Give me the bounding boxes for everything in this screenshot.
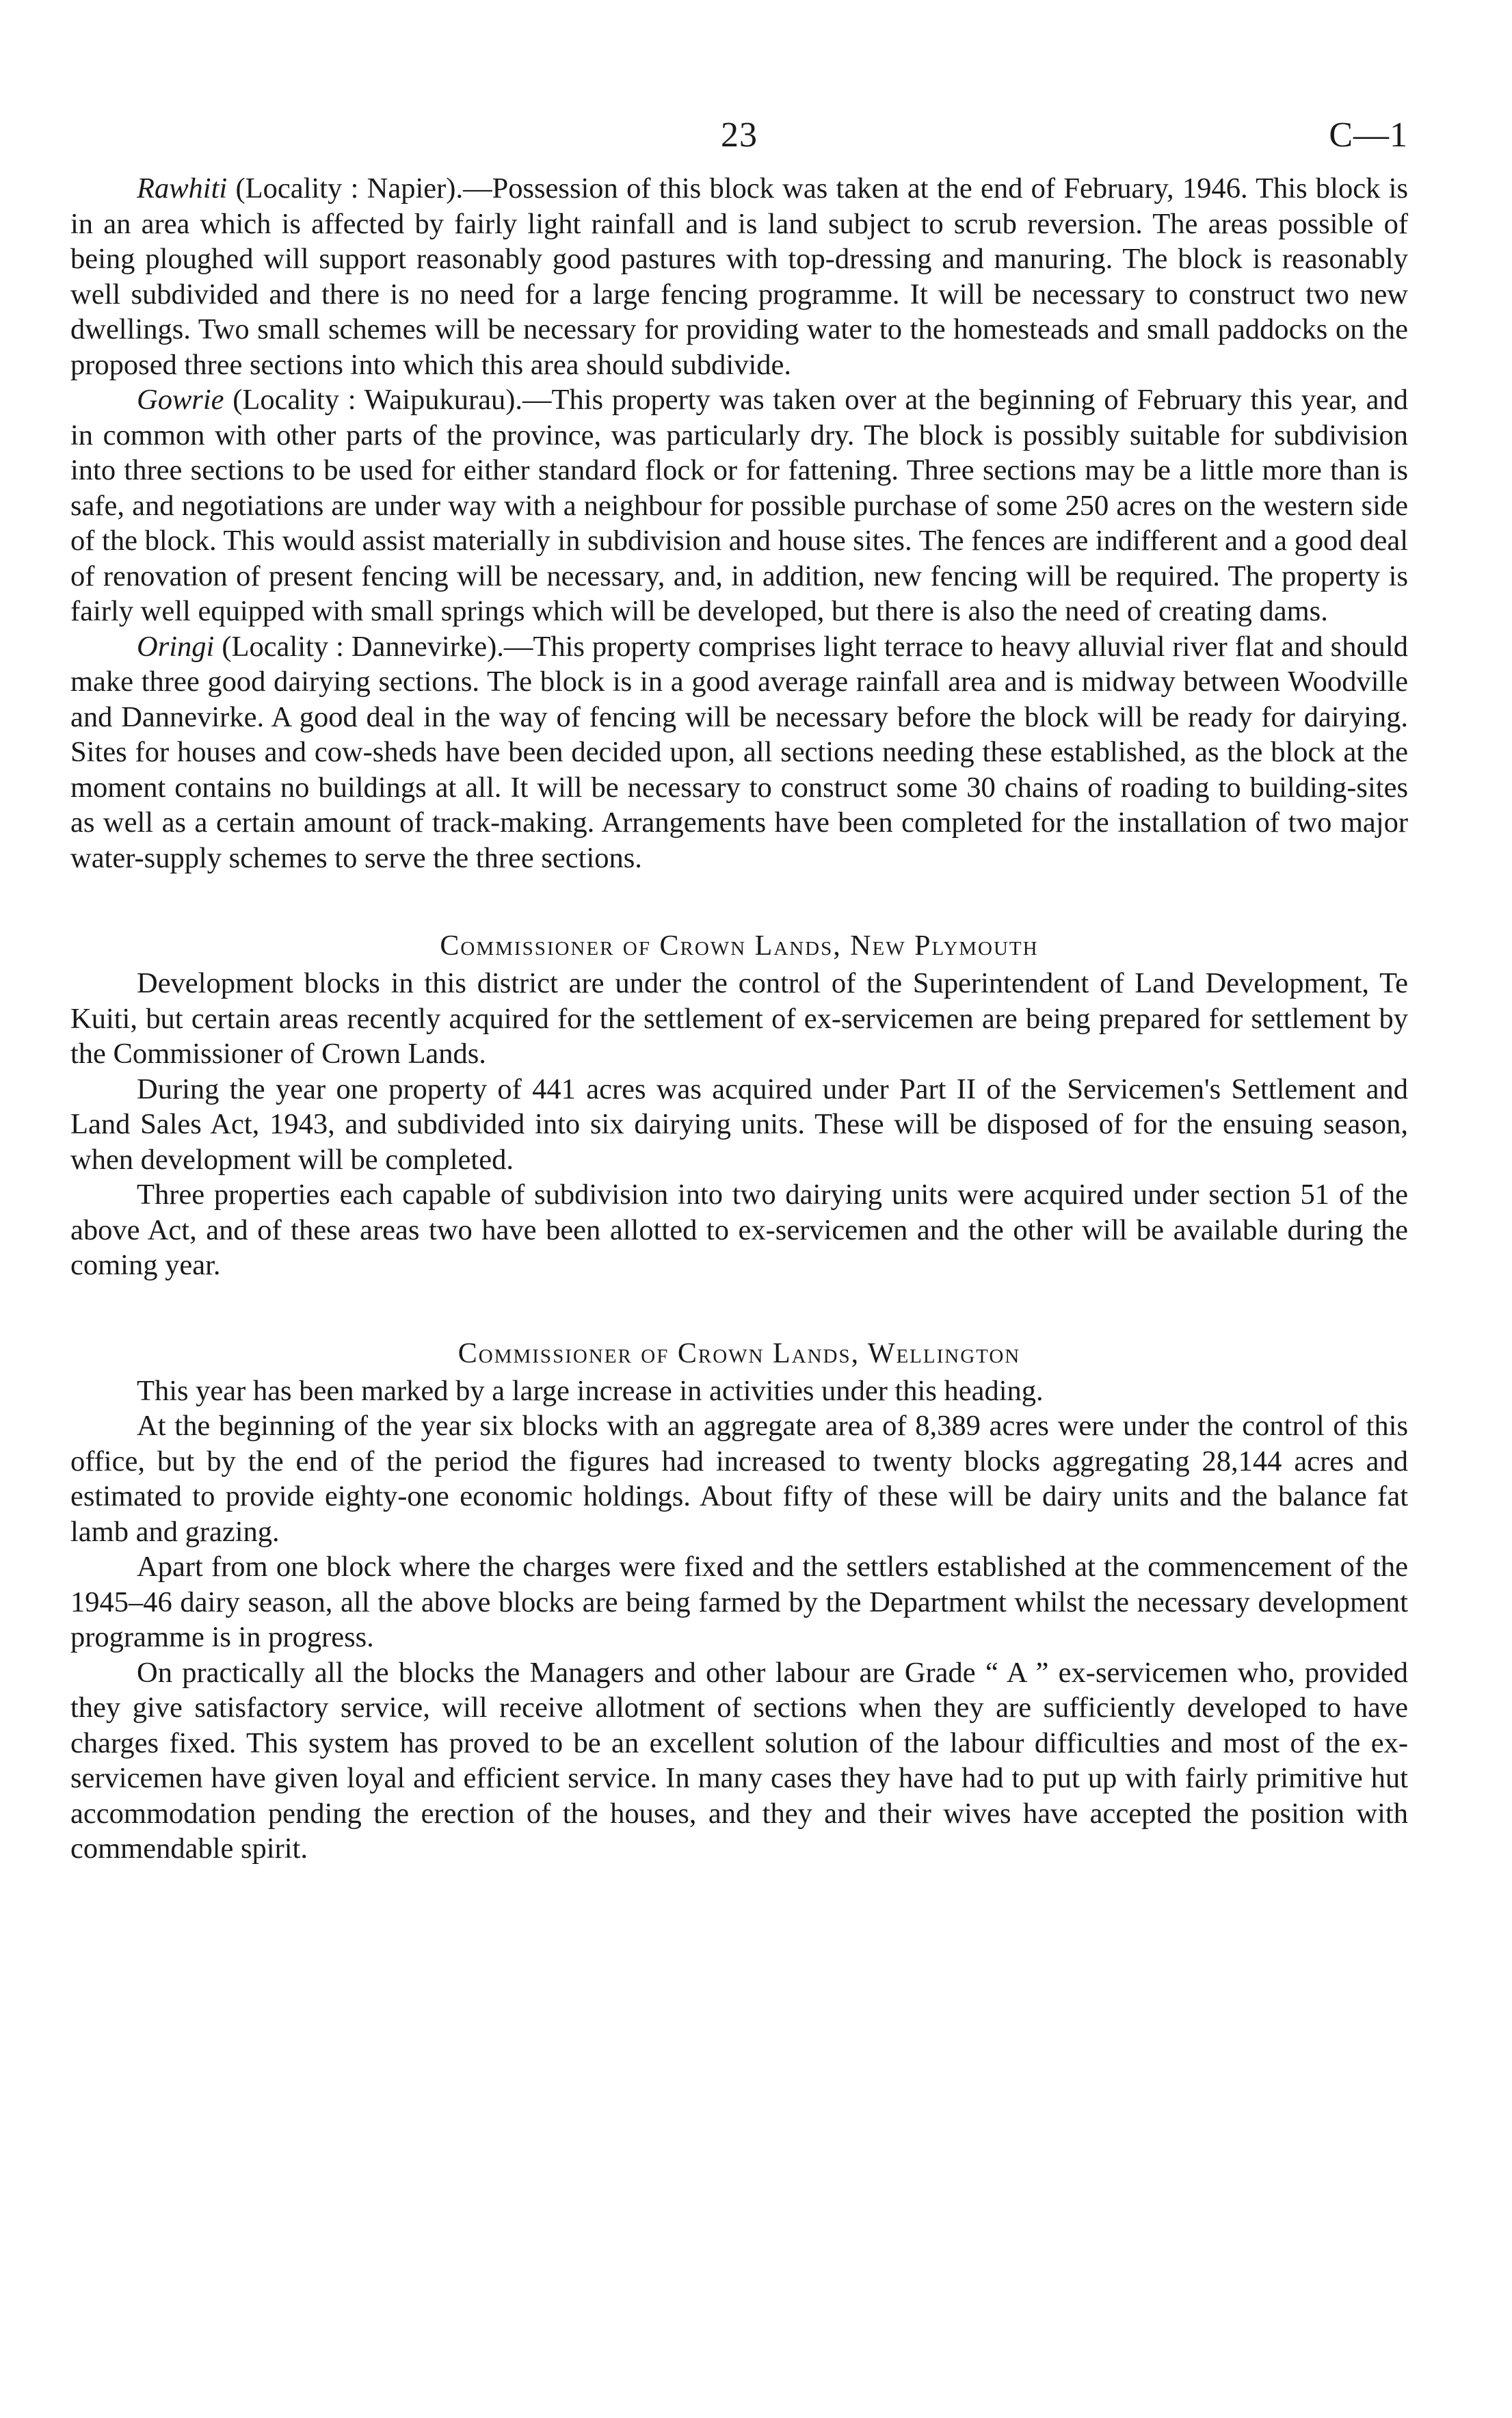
paragraph-oringi-text: (Locality : Dannevirke).—This property comprises light terrace to heavy alluvial river flat and should make three good dairying sections. The block is in a good average rainfall area and is midway between Woodville and Dannevirke. A good deal in the way of fencing will be necessary before the block will be ready for dairying. Sites for houses and cow-sheds have been decided upon, all sections needing these established, as the block at the moment contains no buildings at all. It will be necessary to construct some 30 chains of roading to building-sites as well as a certain amount of track-making. Arrangements have been completed for the installation of two major water-supply schemes to serve the three sections. — [70, 630, 1408, 874]
page-number: 23 — [721, 116, 758, 155]
page-header — [70, 103, 1408, 171]
block-name-oringi: Oringi — [137, 630, 215, 663]
paragraph-wellington-1: This year has been marked by a large increase in activities under this heading. — [137, 1374, 1044, 1407]
paragraph-new-plymouth-1: Development blocks in this district are under the control of the Superintendent of Land Development, Te Kuiti, but certain areas recently acquired for the settlement of ex-servicemen are being prepared for settlement by the Commissioner of Crown Lands. — [70, 967, 1408, 1070]
paragraph-wellington-4: On practically all the blocks the Managers and other labour are Grade “ A ” ex-servicemen who, provided they give satisfactory service, will receive allotment of sections when they are sufficiently developed to have charges fixed. This system has proved to be an excellent solution of the labour difficulties and most of the ex-servicemen have given loyal and efficient service. In many cases they have had to put up with fairly primitive hut accommodation pending the erection of the houses, and they and their wives have accepted the position with commendable spirit. — [70, 1656, 1408, 1865]
section-heading-wellington: Commissioner of Crown Lands, Wellington — [457, 1337, 1021, 1369]
paragraph-new-plymouth-3: Three properties each capable of subdivision into two dairying units were acquired under section 51 of the above Act, and of these areas two have been allotted to ex-servicemen and the other will be available during the coming year. — [70, 1179, 1408, 1281]
section-heading-new-plymouth: Commissioner of Crown Lands, New Plymouth — [440, 930, 1039, 962]
paragraph-gowrie — [70, 382, 1408, 629]
document-page — [70, 103, 1408, 1867]
paragraph-rawhiti-text: (Locality : Napier).—Possession of this block was taken at the end of February, 1946. This block is in an area which is affected by fairly light rainfall and is land subject to scrub reversion. The areas possible of being ploughed will support reasonably good pastures with top-dressing and manuring. The block is reasonably well subdivided and there is no need for a large fencing programme. It will be necessary to construct two new dwellings. Two small schemes will be necessary for providing water to the homesteads and small paddocks on the proposed three sections into which this area should subdivide. — [70, 172, 1408, 381]
paragraph-wellington-3: Apart from one block where the charges were fixed and the settlers established at the commencement of the 1945–46 dairy season, all the above blocks are being farmed by the Department whilst the necessary development programme is in progress. — [70, 1551, 1408, 1653]
paragraph-gowrie-text: (Locality : Waipukurau).—This property was taken over at the beginning of February this year, and in common with other parts of the province, was particularly dry. The block is possibly suitable for subdivision into three sections to be used for either standard flock or for fattening. Three sections may be a little more than is safe, and negotiations are under way with a neighbour for possible purchase of some 250 acres on the western side of the block. This would assist materially in subdivision and house sites. The fences are indifferent and a good deal of renovation of present fencing will be necessary, and, in addition, new fencing will be required. The property is fairly well equipped with small springs which will be developed, but there is also the need of creating dams. — [70, 384, 1408, 627]
document-reference: C—1 — [1329, 116, 1408, 155]
block-name-rawhiti: Rawhiti — [137, 172, 228, 205]
paragraph-rawhiti — [70, 171, 1408, 382]
block-name-gowrie: Gowrie — [137, 384, 224, 416]
paragraph-new-plymouth-2: During the year one property of 441 acres was acquired under Part II of the Servicemen's Settlement and Land Sales Act, 1943, and subdivided into six dairying units. These will be disposed of for the ensuing season, when development will be completed. — [70, 1073, 1408, 1176]
paragraph-wellington-2: At the beginning of the year six blocks with an aggregate area of 8,389 acres were under the control of this office, but by the end of the period the figures had increased to twenty blocks aggregating 28,144 acres and estimated to provide eighty-one economic holdings. About fifty of these will be dairy units and the balance fat lamb and grazing. — [70, 1410, 1408, 1548]
paragraph-oringi — [70, 629, 1408, 876]
